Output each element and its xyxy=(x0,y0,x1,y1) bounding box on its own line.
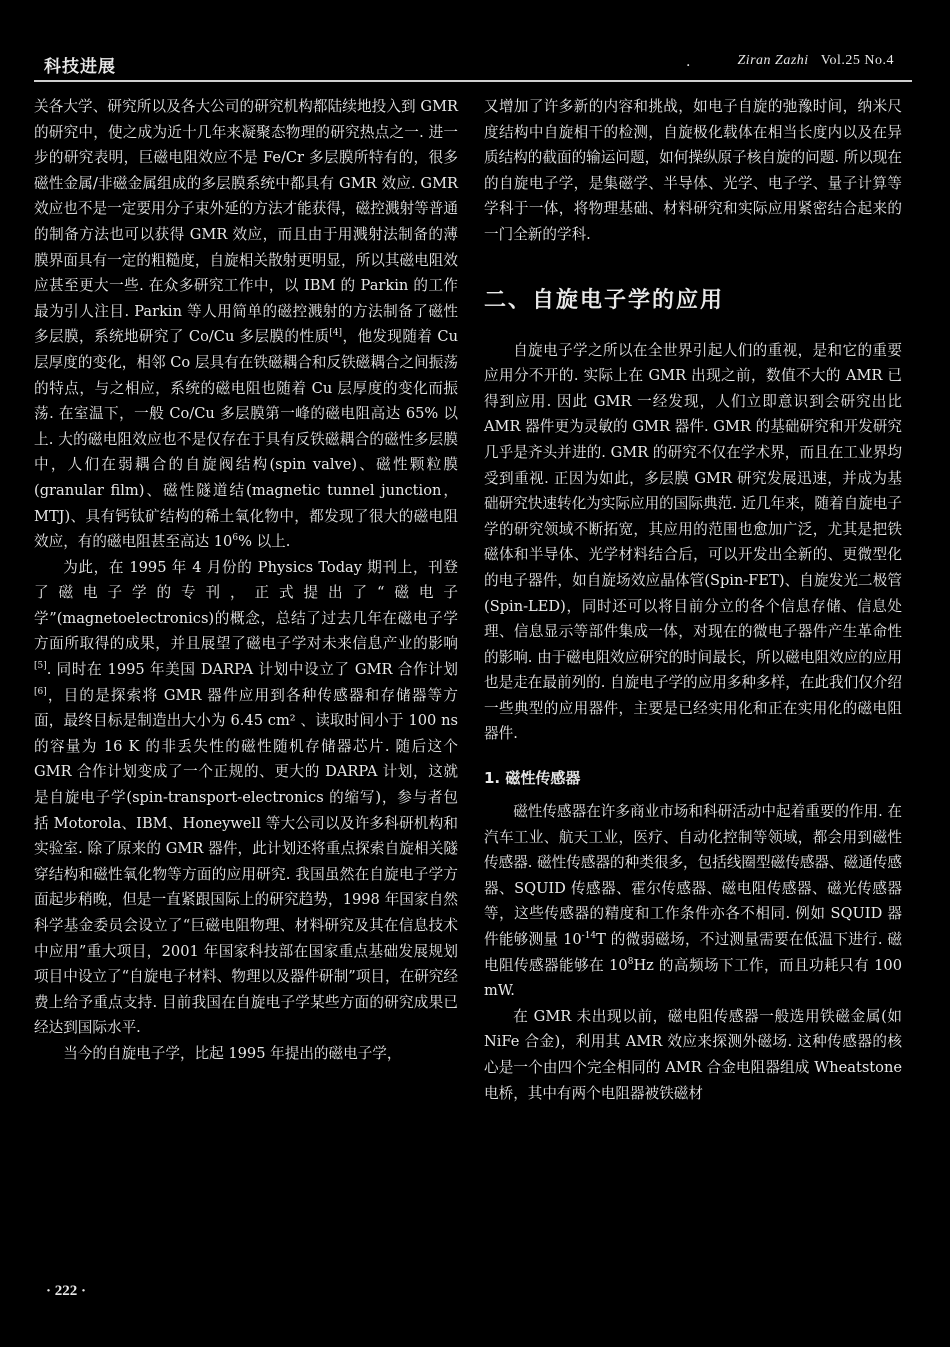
page-number: · 222 · xyxy=(46,1283,87,1299)
text-run: 磁性传感器在许多商业市场和科研活动中起着重要的作用. 在汽车工业、航天工业，医疗、自动化控制等领域，都会用到磁性传感器. 磁性传感器的种类很多，包括线圈型磁传感器、磁通传感器、SQUID 传感器、霍尔传感器、磁电阻传感器、磁光传感器等，这些传感器的精度和工作条件亦各不相同. 例如 SQUID 器件能够测量 10 xyxy=(484,803,902,949)
running-header xyxy=(0,48,950,78)
text-run: ，他发现随着 Cu 层厚度的变化，相邻 Co 层具有在铁磁耦合和反铁磁耦合之间振荡的特点，与之相应，系统的磁电阻也随着 Cu 层厚度的变化而振荡. 在室温下，一般 Co/Cu 多层膜第一峰的磁电阻高达 65% 以上. 大的磁电阻效应也不是仅存在于具有反铁磁耦合的磁性多层膜中，人们在弱耦合的自旋阀结构(spin valve)、磁性颗粒膜(granular film)、磁性隧道结(magnetic tunnel junction，MTJ)、具有钙钛矿结构的稀土氧化物中，都发现了很大的磁电阻效应，有的磁电阻甚至高达 10 xyxy=(34,328,458,551)
paragraph: 又增加了许多新的内容和挑战，如电子自旋的弛豫时间，纳米尺度结构中自旋相干的检测，自旋极化载体在相当长度内以及在异质结构的截面的输运问题，如何操纵原子核自旋的问题. 所以现在的自旋电子学，是集磁学、半导体、光学、电子学、量子计算等学科于一体，将物理基础、材料研究和实际应用紧密结合起来的一门全新的学科. xyxy=(484,98,902,243)
text-run: % 以上. xyxy=(238,533,291,551)
paragraph xyxy=(34,555,458,1041)
paragraph: 自旋电子学之所以在全世界引起人们的重视，是和它的重要应用分不开的. 实际上在 GMR 出现之前，数值不大的 AMR 已得到应用. 因此 GMR 一经发现，人们立即意识到会研究出比 AMR 器件更为灵敏的 GMR 器件. GMR 的基础研究和开发研究几乎是齐头并进的. GMR 的研究不仅在学术界，而且在工业界均受到重视. 正因为如此，多层膜 GMR 研究发展迅速，并成为基础研究快速转化为实际应用的国际典范. 近几年来，随着自旋电子学的研究领域不断拓宽，其应用的范围也愈加广泛，尤其是把铁磁体和半导体、光学材料结合后，可以开发出全新的、更微型化的电子器件，如自旋场效应晶体管(Spin-FET)、自旋发光二极管(Spin-LED)，同时还可以将目前分立的各个信息存储、信息处理、信息显示等部件集成一体，对现在的微电子器件产生革命性的影响. 由于磁电阻效应研究的时间最长，所以磁电阻效应的应用也是走在最前列的. 自旋电子学的应用多种多样，在此我们仅介绍一些典型的应用器件，主要是已经实用化和正在实用化的磁电阻器件. xyxy=(484,341,902,743)
citation: [4] xyxy=(329,328,343,339)
text-run: 为此，在 1995 年 4 月份的 Physics Today 期刊上，刊登了磁电子学的专刊，正式提出了“磁电子学”(magnetoelectronics)的概念，总结了过去几年在磁电子学方面所取得的成果，并且展望了磁电子学对未来信息产业的影响 xyxy=(34,558,458,653)
subsection-heading: 1. 磁性传感器 xyxy=(484,769,581,788)
superscript: 6 xyxy=(232,533,239,544)
right-column xyxy=(484,94,902,1106)
volume-issue: Vol.25 No.4 xyxy=(820,53,894,68)
paragraph xyxy=(34,94,458,555)
citation: [6] xyxy=(34,686,47,697)
citation: [5] xyxy=(34,661,47,672)
header-rule xyxy=(34,80,912,82)
text-run: Hz 的高频场下工作，而且功耗只有 100 mW. xyxy=(484,956,902,1000)
superscript: 8 xyxy=(627,956,634,967)
paragraph xyxy=(484,799,902,1004)
text-run: T 的微弱磁场，不过测量需要在低温下进行. 磁电阻传感器能够在 10 xyxy=(484,931,902,974)
text-run: . 同时在 1995 年美国 DARPA 计划中设立了 GMR 合作计划 xyxy=(46,661,458,679)
paragraph: 当今的自旋电子学，比起 1995 年提出的磁电子学， xyxy=(63,1044,402,1062)
journal-name: Ziran Zazhi xyxy=(737,53,809,68)
superscript: -14 xyxy=(581,931,597,942)
section-heading: 二、自旋电子学的应用 xyxy=(484,287,725,313)
left-column xyxy=(34,94,458,1067)
text-run: ，目的是探索将 GMR 器件应用到各种传感器和存储器等方面，最终目标是制造出大小为 6.45 cm² 、读取时间小于 100 ns 的容量为 16 K 的非丢失性的磁性随机存储器芯片. 随后这个 GMR 合作计划变成了一个正规的、更大的 DARPA 计划，这就是自旋电子学(spin-transport-electronics 的缩写)，参与者包括 Motorola、IBM、Honeywell 等大公司以及许多科研机构和实验室. 除了原来的 GMR 器件，此计划还将重点探索自旋相关隧穿结构和磁性氧化物等方面的应用研究. 我国虽然在自旋电子学方面起步稍晚，但是一直紧跟国际上的研究趋势，1998 年国家自然科学基金委员会设立了“巨磁电阻物理、材料研究及其在信息技术中应用”重大项目，2001 年国家科技部在国家重点基础发展规划项目中设立了“自旋电子材料、物理以及器件研制”项目，在研究经费上给予重点支持. 目前我国在自旋电子学某些方面的研究成果已经达到国际水平. xyxy=(34,686,458,1037)
section-label: 科技进展 xyxy=(44,57,116,77)
text-run: 关各大学、研究所以及各大公司的研究机构都陆续地投入到 GMR 的研究中，使之成为近十几年来凝聚态物理的研究热点之一. 进一步的研究表明，巨磁电阻效应不是 Fe/Cr 多层膜所特有的，很多磁性金属/非磁金属组成的多层膜系统中都具有 GMR 效应. GMR 效应也不是一定要用分子束外延的方法才能获得，磁控溅射等普通的制备方法也可以获得 GMR 效应，而且由于用溅射法制备的薄膜界面具有一定的粗糙度，自旋相关散射更明显，所以其磁电阻效应甚至更大一些. 在众多研究工作中，以 IBM 的 Parkin 的工作最为引人注目. Parkin 等人用简单的磁控溅射的方法制备了磁性多层膜，系统地研究了 Co/Cu 多层膜的性质 xyxy=(34,98,458,346)
paragraph: 在 GMR 未出现以前，磁电阻传感器一般选用铁磁金属(如 NiFe 合金)，利用其 AMR 效应来探测外磁场. 这种传感器的核心是一个由四个完全相同的 AMR 合金电阻器组成 Wheatstone 电桥，其中有两个电阻器被铁磁材 xyxy=(484,1007,902,1102)
header-dot: . xyxy=(686,54,691,70)
journal-info xyxy=(737,53,894,69)
